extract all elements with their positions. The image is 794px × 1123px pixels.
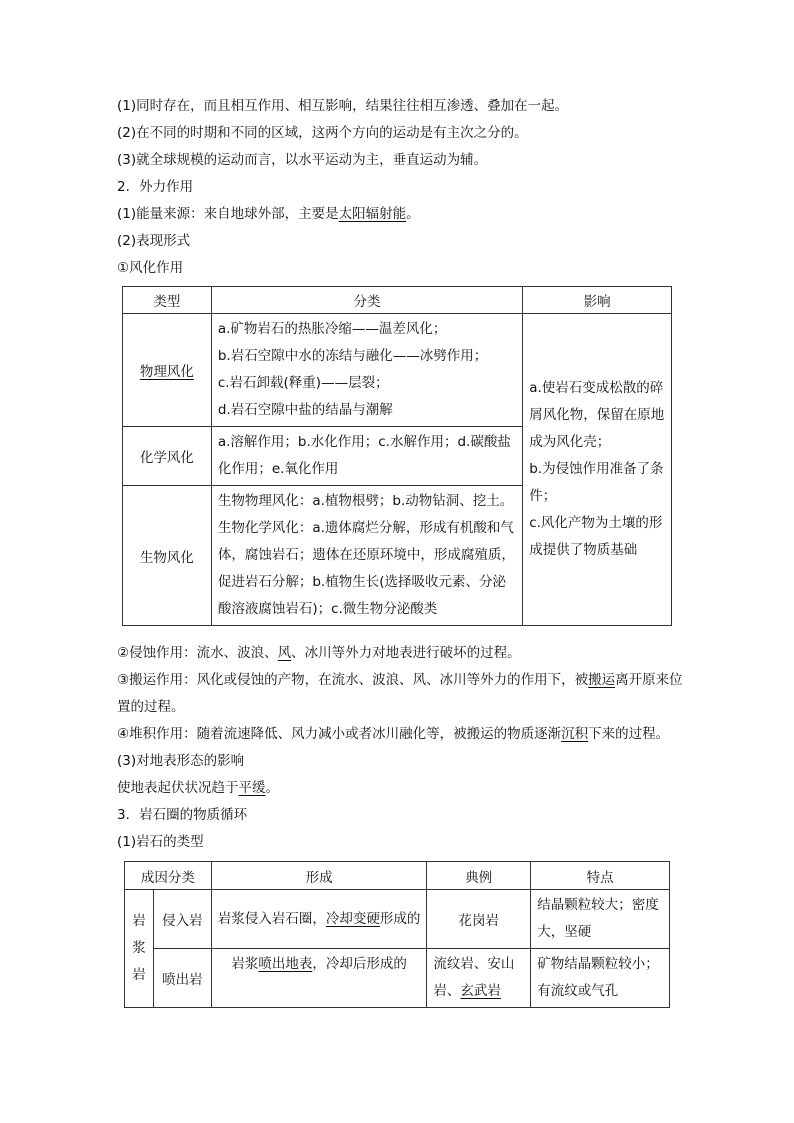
category-item: 生物化学风化：a.遗体腐烂分解，形成有机酸和气体，腐蚀岩石；遗体在还原环境中，形成腐殖质，促进岩石分解；b.植物生长(选择吸收元素、分泌酸溶液腐蚀岩石)；c.微生物分泌酸类	[217, 520, 515, 617]
erosion-line	[117, 640, 687, 667]
intrusive-example: 花岗岩	[427, 890, 531, 949]
table2-header-origin: 成因分类	[125, 862, 212, 890]
influence-item: a.使岩石变成松散的碎屑风化物，保留在原地成为风化壳；	[529, 380, 665, 450]
rock-types-heading: (1)岩石的类型	[117, 834, 204, 850]
table2-header-example: 典例	[427, 862, 531, 890]
table2-header-features: 特点	[531, 862, 670, 890]
extrusive-example: 流纹岩、安山岩、玄武岩	[427, 949, 531, 1008]
deposition-prefix: ④堆积作用：随着流速降低、风力减小或者冰川融化等，被搬运的物质逐渐	[117, 726, 562, 742]
type-physical: 物理风化	[123, 314, 212, 427]
extrusive-formation: 岩浆喷出地表，冷却后形成的	[211, 949, 427, 1008]
weathering-table	[122, 286, 672, 626]
energy-source-answer: 太阳辐射能	[338, 206, 407, 222]
magmatic-rock-group: 岩 浆 岩	[125, 890, 154, 1008]
energy-source-line	[117, 201, 687, 228]
transport-prefix: ③搬运作用：风化或侵蚀的产物，在流水、波浪、风、冰川等外力的作用下，被	[117, 672, 589, 688]
rock-cycle-heading: 3．岩石圈的物质循环	[117, 807, 248, 823]
transport-suffix: 离开原来位置的过程。	[117, 672, 683, 715]
category-item: 生物物理风化：a.植物根劈；b.动物钻洞、挖土。	[217, 493, 514, 509]
category-item: b.岩石空隙中水的冻结与融化——冰劈作用；	[217, 348, 488, 364]
rock-types-table	[124, 861, 670, 1008]
paragraph-line-3: (3)就全球规模的运动而言，以水平运动为主，垂直运动为辅。	[117, 152, 488, 168]
table1-header-influence: 影响	[523, 287, 672, 314]
extrusive-features: 矿物结晶颗粒较小；有流纹或气孔	[531, 949, 670, 1008]
paragraph-line-2: (2)在不同的时期和不同的区域，这两个方向的运动是有主次之分的。	[117, 125, 528, 141]
category-item: c.岩石卸载(释重)——层裂；	[217, 375, 389, 391]
paragraph-line-1: (1)同时存在，而且相互作用、相互影响，结果往往相互渗透、叠加在一起。	[117, 98, 569, 114]
type-biological: 生物风化	[123, 486, 212, 626]
influence-item: b.为侵蚀作用准备了条件；	[529, 461, 664, 504]
physical-categories	[211, 314, 522, 427]
intrusive-rock-name: 侵入岩	[153, 890, 211, 949]
table1-header-category: 分类	[211, 287, 522, 314]
deposition-answer: 沉积	[561, 726, 589, 742]
energy-source-prefix: (1)能量来源：来自地球外部，主要是	[117, 206, 339, 222]
landform-prefix: 使地表起伏状况趋于	[117, 780, 239, 796]
deposition-suffix: 下来的过程。	[588, 726, 670, 742]
erosion-prefix: ②侵蚀作用：流水、波浪、	[117, 645, 278, 661]
energy-source-suffix: 。	[406, 206, 420, 222]
category-item: a.溶解作用；b.水化作用；c.水解作用；d.碳酸盐化作用；e.氧化作用	[217, 434, 511, 477]
category-item: a.矿物岩石的热胀冷缩——温差风化；	[217, 321, 447, 337]
forms-heading: (2)表现形式	[117, 233, 191, 249]
table1-header-type: 类型	[123, 287, 212, 314]
landform-impact-line	[117, 775, 687, 802]
influence-item: c.风化产物为土壤的形成提供了物质基础	[529, 515, 663, 558]
extrusive-rock-name: 喷出岩	[153, 949, 211, 1008]
landform-impact-heading: (3)对地表形态的影响	[117, 753, 245, 769]
chemical-categories	[211, 427, 522, 486]
transport-paragraph	[117, 667, 687, 721]
table2-header-formation: 形成	[211, 862, 427, 890]
influence-cell	[523, 314, 672, 626]
intrusive-formation: 岩浆侵入岩石圈，冷却变硬形成的	[211, 890, 427, 949]
landform-answer: 平缓	[238, 780, 266, 796]
transport-answer: 搬运	[588, 672, 616, 688]
category-item: d.岩石空隙中盐的结晶与潮解	[217, 402, 393, 418]
type-chemical: 化学风化	[123, 427, 212, 486]
weathering-heading: ①风化作用	[117, 260, 184, 276]
section-heading-external-forces: 2．外力作用	[117, 179, 194, 195]
biological-categories	[211, 486, 522, 626]
deposition-line	[117, 721, 687, 748]
landform-suffix: 。	[265, 780, 279, 796]
intrusive-features: 结晶颗粒较大；密度大，坚硬	[531, 890, 670, 949]
erosion-answer: 风	[277, 645, 292, 661]
erosion-suffix: 、冰川等外力对地表进行破坏的过程。	[291, 645, 521, 661]
